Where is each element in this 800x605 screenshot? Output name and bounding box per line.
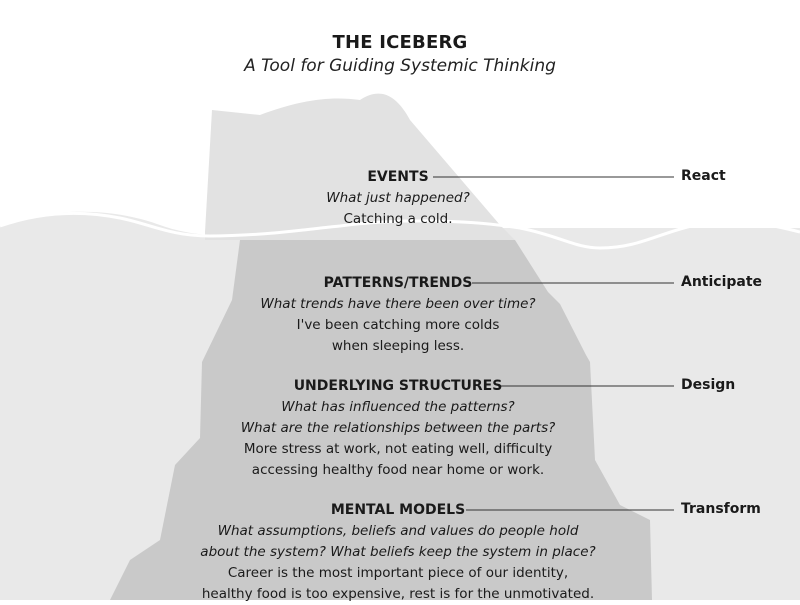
level-heading: PATTERNS/TRENDS [323,275,473,291]
level-example: when sleeping less. [331,338,465,354]
level-question: What trends have there been over time? [260,296,536,312]
action-anticipate: Anticipate [681,274,763,290]
level-mental-models [168,500,628,605]
level-example: More stress at work, not eating well, difficulty [243,441,553,457]
level-question: about the system? What beliefs keep the system in place? [200,544,596,560]
action-design: Design [681,377,736,393]
level-question: What are the relationships between the parts? [240,420,556,436]
level-heading: MENTAL MODELS [330,502,466,518]
level-patterns [218,273,578,357]
level-heading: UNDERLYING STRUCTURES [293,378,503,394]
level-example: I've been catching more colds [296,317,500,333]
level-example: Catching a cold. [343,211,453,227]
level-heading: EVENTS [367,169,429,185]
level-events [248,167,548,230]
level-question: What just happened? [326,190,470,206]
action-react: React [681,168,726,184]
page-title: THE ICEBERG [332,32,468,53]
level-example: accessing healthy food near home or work. [251,462,545,478]
level-structures [198,376,598,481]
level-question: What assumptions, beliefs and values do people hold [217,523,579,539]
level-example: healthy food is too expensive, rest is for the unmotivated. [201,586,595,602]
action-transform: Transform [681,501,761,517]
page-subtitle: A Tool for Guiding Systemic Thinking [244,56,556,76]
level-example: Career is the most important piece of our identity, [227,565,569,581]
level-question: What has influenced the patterns? [281,399,515,415]
